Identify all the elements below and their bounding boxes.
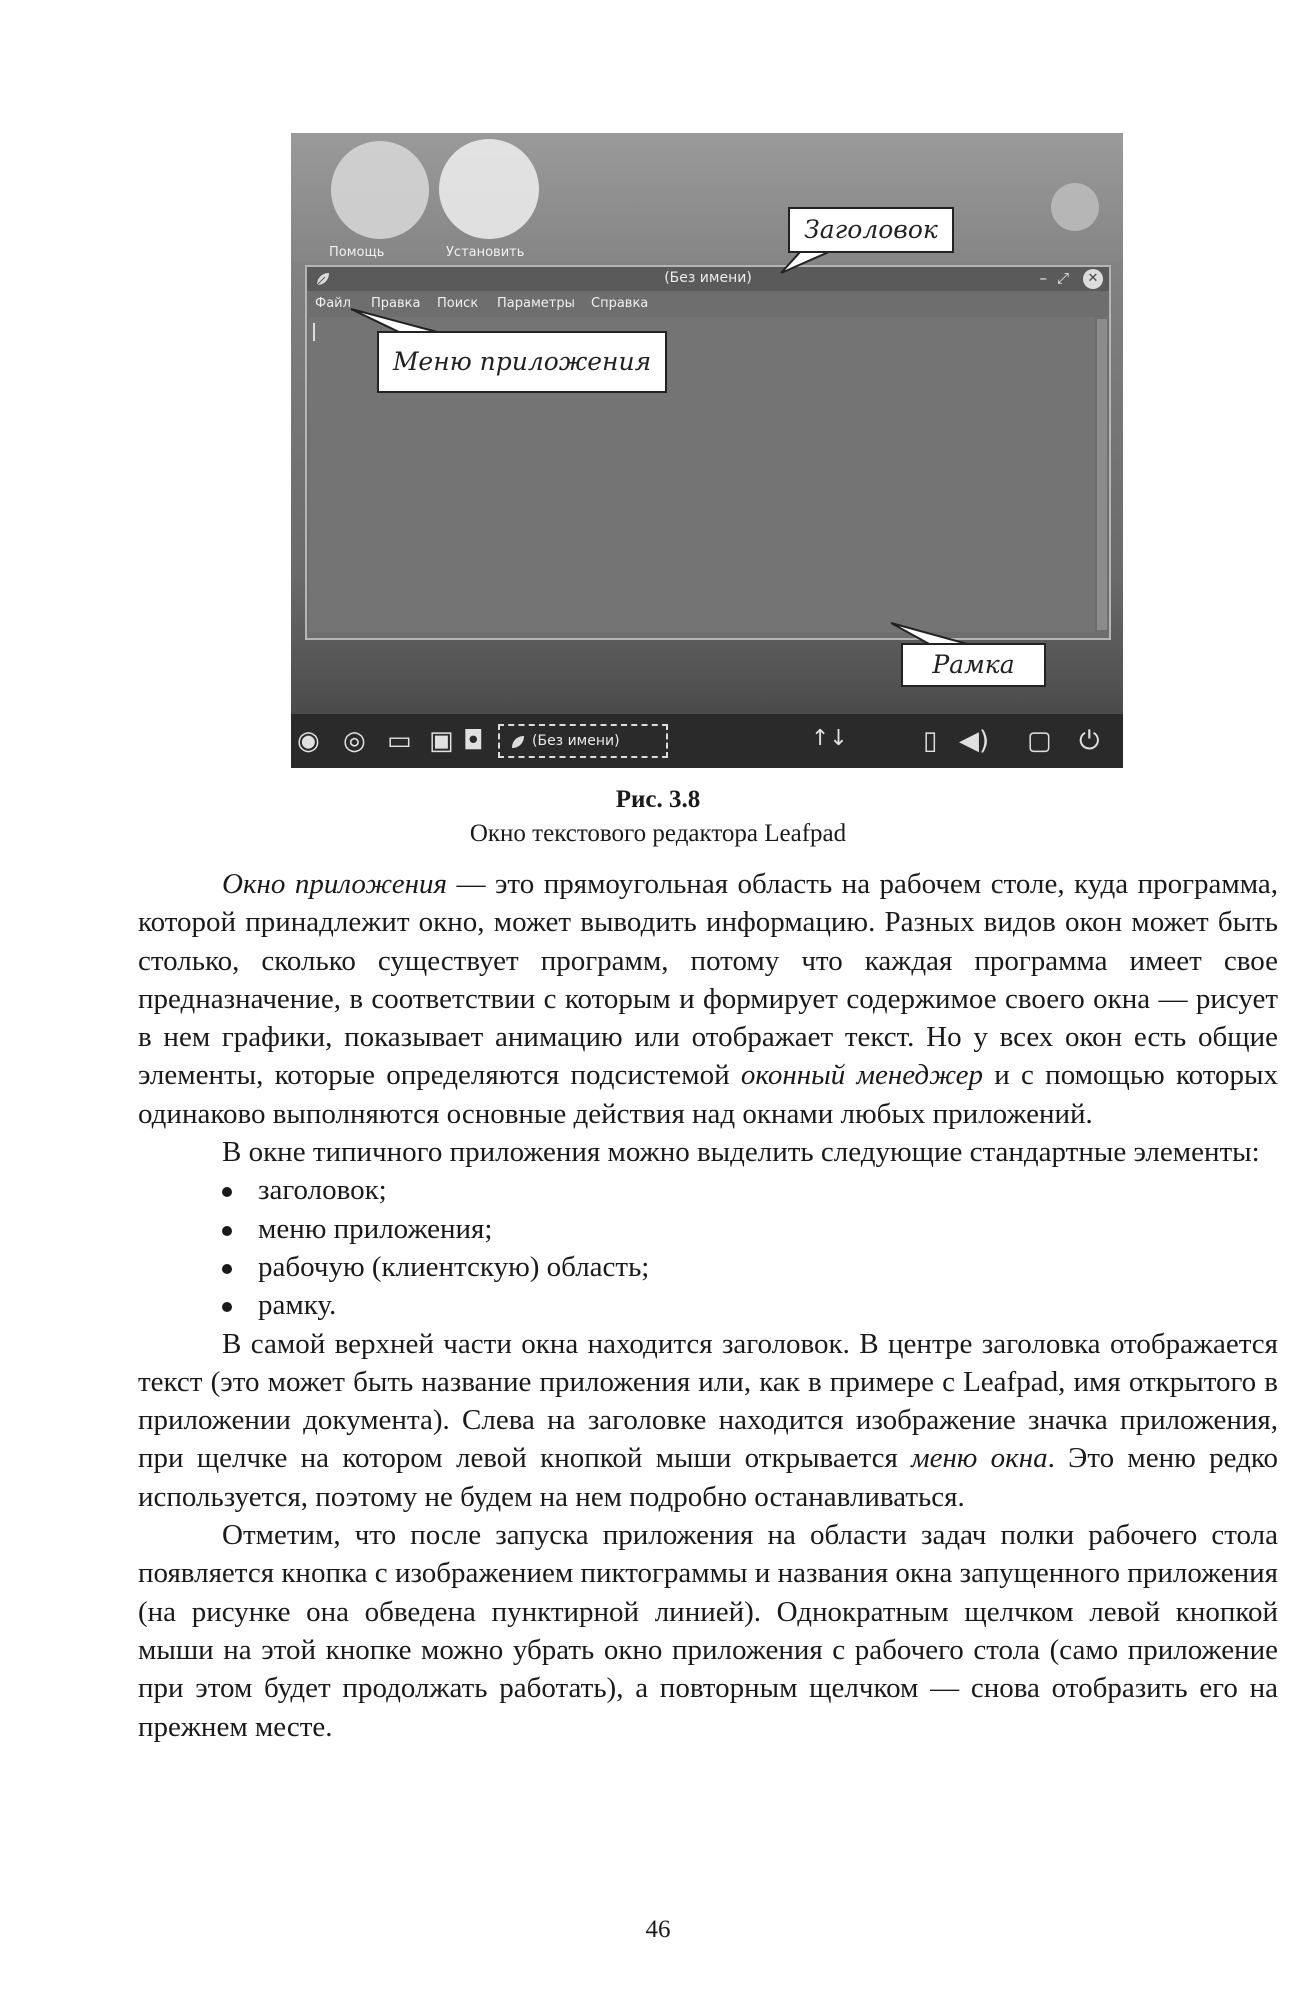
- clipboard-icon[interactable]: ▯: [923, 726, 938, 756]
- menu-search[interactable]: Поиск: [437, 296, 479, 311]
- window-title: (Без имени): [664, 270, 752, 286]
- terminal-icon[interactable]: ▭: [387, 726, 412, 756]
- maximize-icon[interactable]: ⤢: [1056, 269, 1069, 287]
- paragraph-2: В окне типичного приложения можно выделить следующие стандартные элементы:: [222, 1136, 1260, 1169]
- list-item: заголовок;: [222, 1171, 1278, 1209]
- callout-frame: Рамка: [901, 643, 1046, 687]
- desktop-label-install: Установить: [446, 245, 525, 260]
- body-text: [138, 865, 1278, 1746]
- bag-icon[interactable]: ◘: [463, 726, 484, 756]
- figure-caption: Окно текстового редактора Leafpad: [469, 820, 847, 847]
- menu-file[interactable]: Файл: [315, 296, 351, 311]
- power-icon[interactable]: ⏻: [1079, 726, 1100, 756]
- list-item: рамку.: [222, 1286, 1278, 1324]
- paragraph-1: Окно приложения — это прямоугольная область на рабочем столе, куда программа, которой принадлежит окно, может выводить информацию. Разных видов окон может быть столько, сколько существует программ, потому что каждая программа имеет свое предназначение, в соответствии с которым и формирует содержимое своего окна — рисует в нем графики, показывает анимацию или отображает текст. Но у всех окон есть общие элементы, которые определяются подсистемой оконный менеджер и с помощью которых одинаково выполняются основные действия над окнами любых приложений.: [138, 868, 1278, 1130]
- menu-edit[interactable]: Правка: [371, 296, 421, 311]
- figure-number: Рис. 3.8: [615, 786, 701, 813]
- paragraph-4: Отметим, что после запуска приложения на области задач полки рабочего стола появляется кнопка с изображением пиктограммы и названия окна запущенного приложения (на рисунке она обведена пунктирной линией). Однократным щелчком левой кнопкой мыши на этой кнопке можно убрать окно приложения с рабочего стола (само приложение при этом будет продолжать работать), а повторным щелчком — снова отобразить его на прежнем месте.: [138, 1519, 1278, 1743]
- browser-icon[interactable]: ◎: [343, 726, 366, 756]
- close-icon[interactable]: ✕: [1083, 269, 1103, 289]
- term-window-menu: меню окна: [911, 1442, 1048, 1475]
- menu-options[interactable]: Параметры: [497, 296, 575, 311]
- desktop-label-help: Помощь: [329, 245, 385, 260]
- paragraph-3: В самой верхней части окна находится заголовок. В центре заголовка отображается текст (это может быть название приложения или, как в примере с Leafpad, имя открытого в приложении документа). Слева на заголовке находится изображение значка приложения, при щелчке на котором левой кнопкой мыши открывается меню окна. Это меню редко используется, поэтому не будем на нем подробно останавливаться.: [138, 1327, 1278, 1513]
- minimize-icon[interactable]: –: [1039, 269, 1047, 287]
- term-app-window: Окно приложения: [222, 868, 447, 900]
- taskbar: [291, 714, 1123, 768]
- list-item: меню приложения;: [222, 1210, 1278, 1248]
- taskbar-task-button[interactable]: [498, 724, 668, 758]
- volume-icon[interactable]: ◀): [959, 726, 990, 756]
- page-number: 46: [645, 1916, 671, 1943]
- term-window-manager: оконный менеджер: [740, 1059, 984, 1092]
- callout-menu: Меню приложения: [377, 331, 667, 393]
- taskbar-task-label: (Без имени): [532, 733, 620, 749]
- list-item: рабочую (клиентскую) область;: [222, 1248, 1278, 1286]
- arrows-icon[interactable]: ↑↓: [811, 726, 848, 751]
- leaf-icon: [510, 734, 526, 750]
- elements-list: [138, 1171, 1278, 1324]
- store-icon[interactable]: ▣: [429, 726, 454, 756]
- menu-help[interactable]: Справка: [591, 296, 649, 311]
- screen-icon[interactable]: ▢: [1027, 726, 1052, 756]
- start-menu-icon[interactable]: ◉: [297, 726, 320, 756]
- callout-title: Заголовок: [788, 207, 954, 253]
- figure-screenshot: [291, 133, 1123, 768]
